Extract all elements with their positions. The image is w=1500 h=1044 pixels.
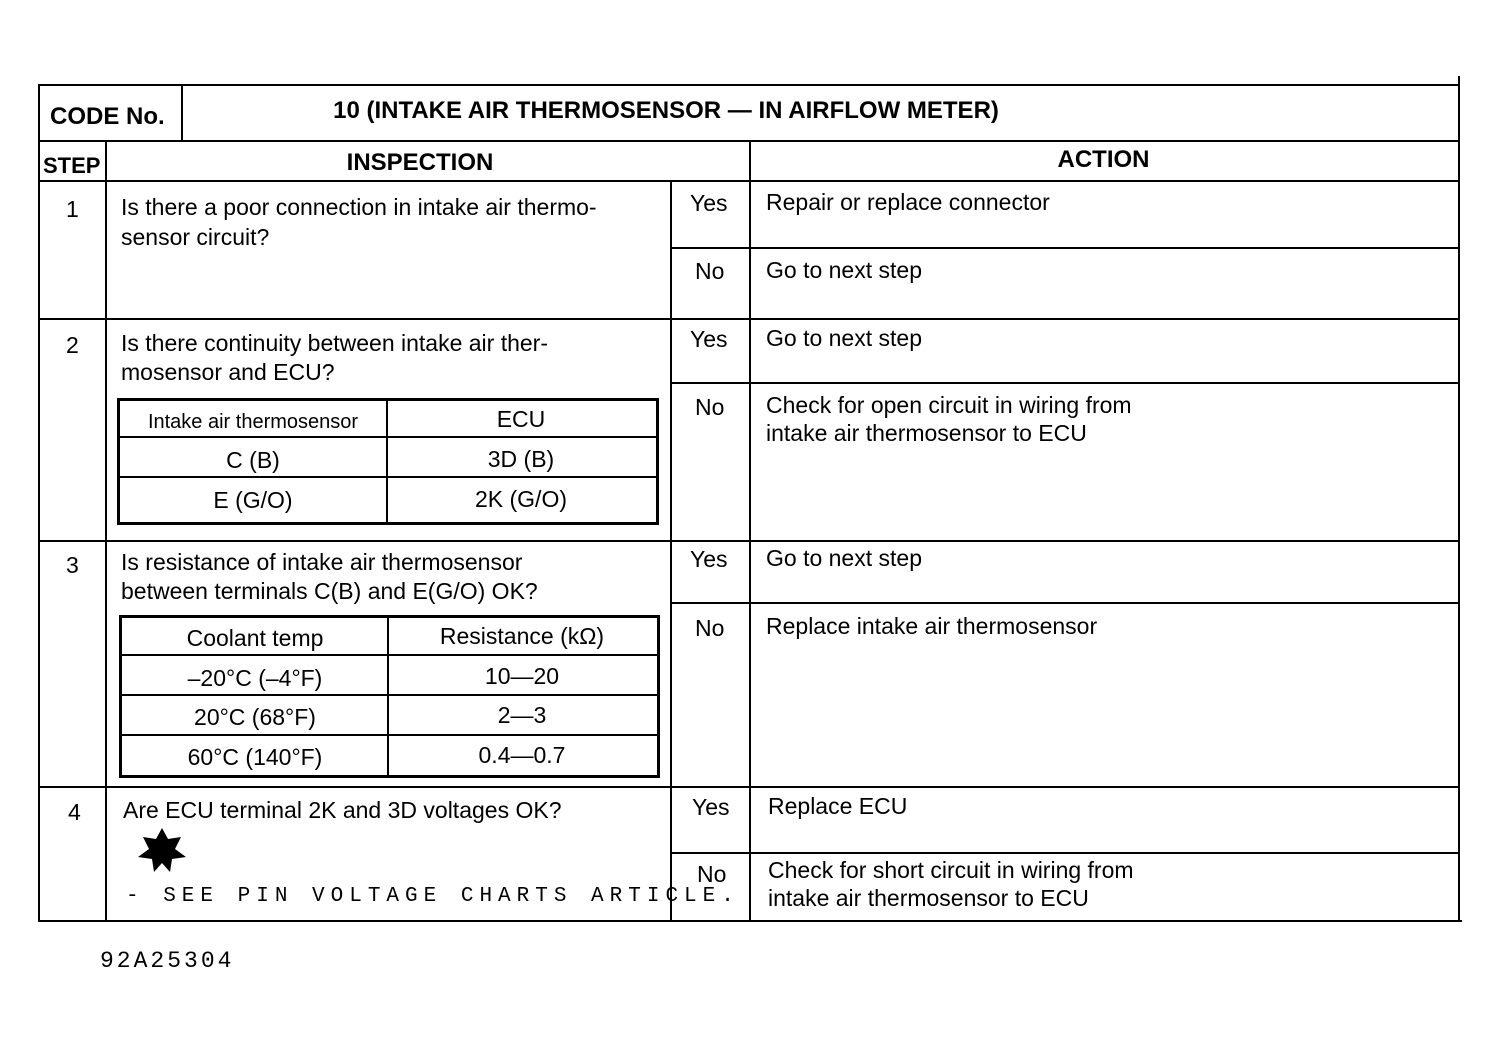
yes-label: Yes [690,190,728,216]
table-cell: 10—20 [484,663,560,689]
table-header-cell: Coolant temp [186,625,324,651]
star-note-icon [134,827,190,873]
inspection-question-line: between terminals C(B) and E(G/O) OK? [121,578,538,604]
no-action: Replace intake air thermosensor [766,613,1098,639]
inspection-question-line: Is there continuity between intake air ther- [121,330,549,356]
table-border-left [38,84,40,922]
no-label: No [695,394,725,420]
table-cell: 2K (G/O) [474,486,567,512]
no-label: No [695,258,725,284]
code-label: CODE No. [50,103,165,130]
table-cell: 2—3 [497,702,547,728]
no-action-line: Check for open circuit in wiring from [766,392,1132,418]
code-title: 10 (INTAKE AIR THERMOSENSOR — IN AIRFLOW METER) [333,97,999,124]
table-cell: 3D (B) [487,446,555,472]
yes-action: Go to next step [766,545,922,571]
inspection-question-line: Is resistance of intake air thermosensor [121,549,523,575]
inspection-column-divider [670,180,672,922]
yes-label: Yes [690,326,728,352]
step-number: 1 [66,196,79,222]
yes-no-divider-4 [672,852,1460,854]
table-cell: E (G/O) [213,487,293,513]
inspection-question-line: Is there a poor connection in intake air thermo- [121,194,597,220]
inspection-question-line: sensor circuit? [121,224,270,250]
step-number: 4 [68,799,81,825]
yes-no-divider-2 [670,382,1460,384]
table-border-top [38,84,1460,86]
action-column-header: ACTION [1057,146,1150,173]
table-header-cell: ECU [496,406,546,432]
table-cell: 20°C (68°F) [194,704,316,730]
table-cell: –20°C (–4°F) [187,665,323,691]
no-label: No [697,861,727,887]
no-action-line: intake air thermosensor to ECU [768,885,1089,911]
yes-label: Yes [692,794,730,820]
no-action-line: Check for short circuit in wiring from [768,857,1134,883]
yes-label: Yes [690,546,728,572]
yes-action: Repair or replace connector [766,189,1050,215]
no-action: Go to next step [766,257,922,283]
step-column-header: STEP [43,153,101,178]
step-column-divider [105,140,107,922]
inspection-question-line: mosensor and ECU? [121,359,335,385]
step-number: 3 [66,552,79,578]
yes-no-divider-1 [670,247,1460,249]
step-number: 2 [66,332,79,358]
inspection-question-line: Are ECU terminal 2K and 3D voltages OK? [123,797,562,823]
table-cell: C (B) [226,447,280,473]
table-header-cell: Intake air thermosensor [147,411,359,433]
table-cell: 0.4—0.7 [478,742,566,768]
yes-action: Replace ECU [768,793,908,819]
yesno-column-divider [749,140,751,922]
no-label: No [695,615,725,641]
yes-action: Go to next step [766,325,922,351]
figure-id: 92A25304 [100,948,235,974]
table-cell: 60°C (140°F) [187,744,323,770]
pin-voltage-note: - SEE PIN VOLTAGE CHARTS ARTICLE. [126,885,740,908]
table-border-right [1458,76,1460,922]
table-header-cell: Resistance (kΩ) [439,623,605,649]
yes-no-divider-3 [672,602,1460,604]
table-border-bottom [40,920,1462,922]
no-action-line: intake air thermosensor to ECU [766,420,1087,446]
inspection-column-header: INSPECTION [346,149,494,176]
